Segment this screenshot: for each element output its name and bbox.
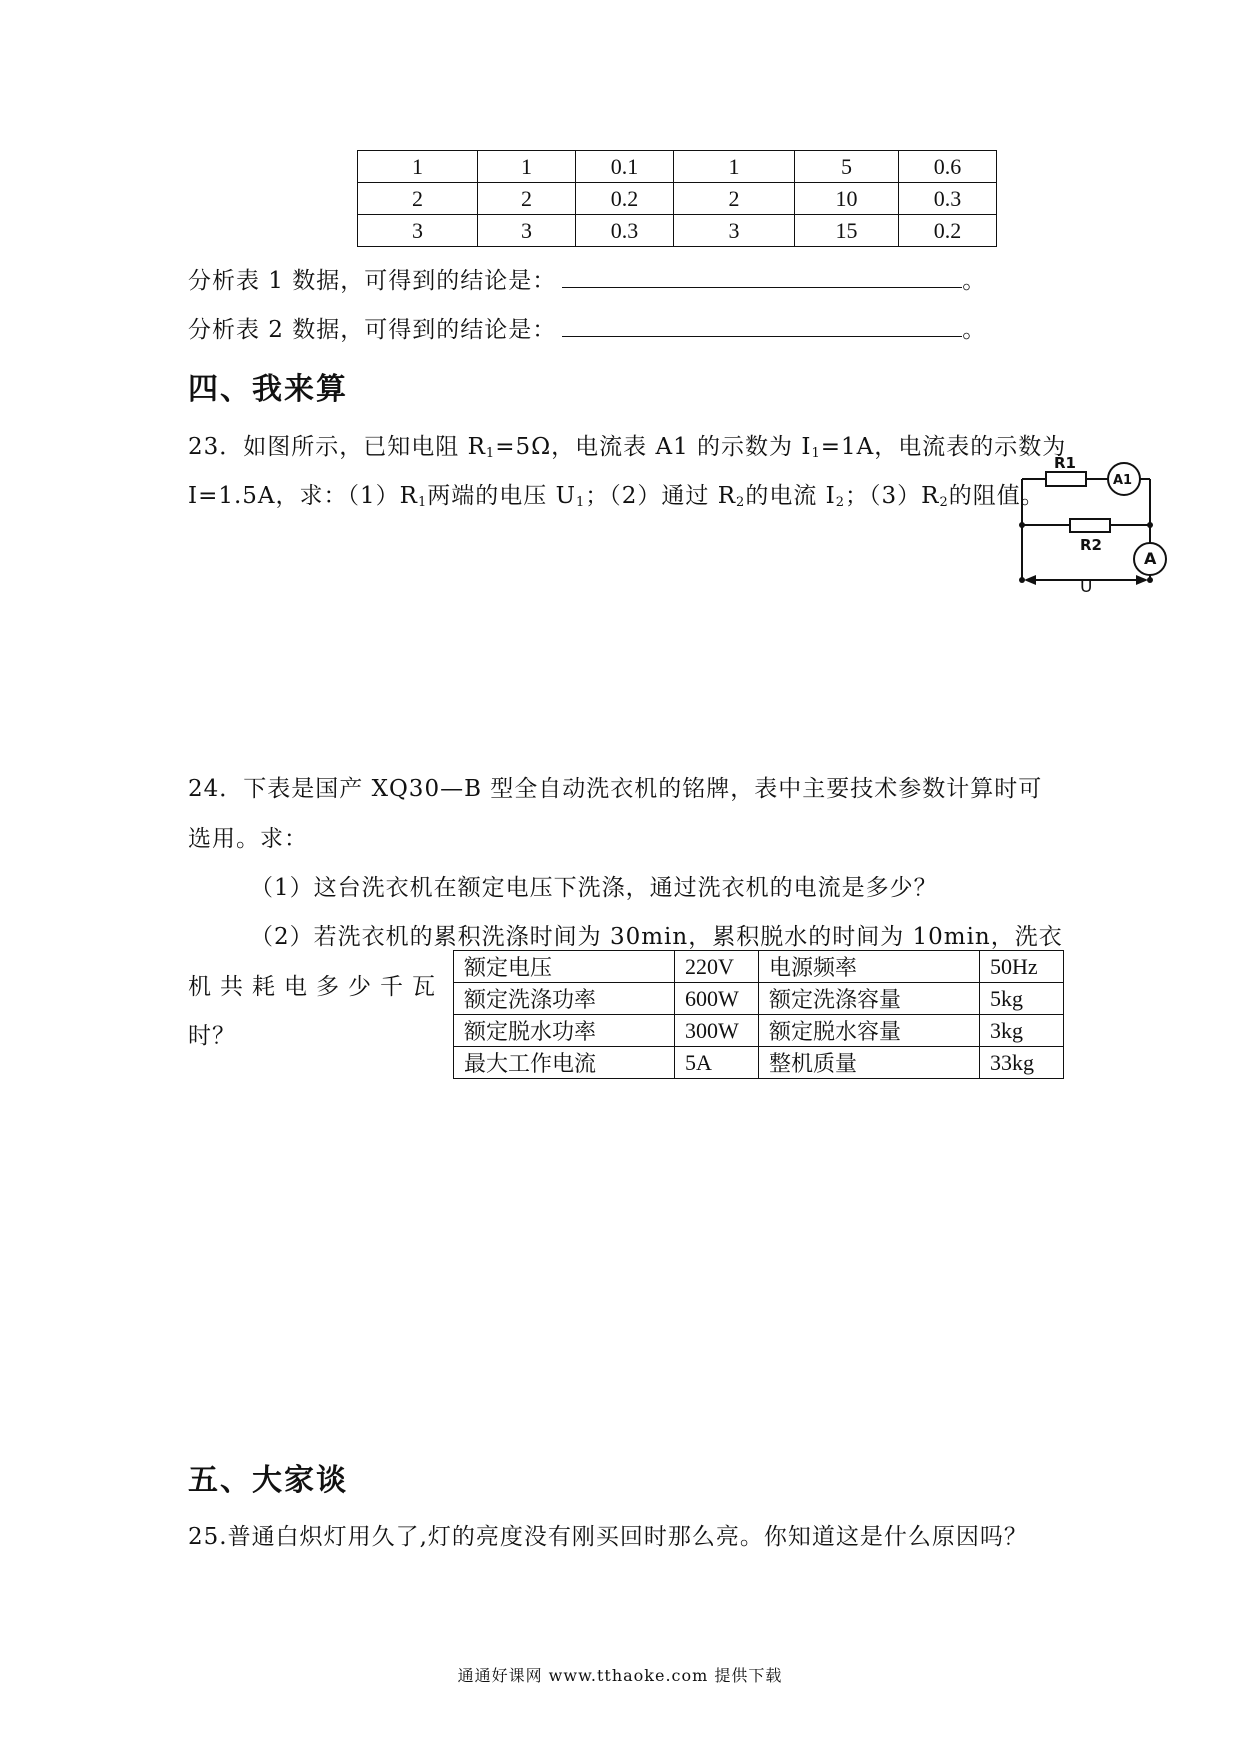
- section-4-title: 四、我来算: [188, 372, 348, 407]
- table-cell: 0.3: [576, 215, 674, 247]
- table-row: [454, 983, 1064, 1015]
- table-cell: 额定脱水容量: [759, 1015, 980, 1047]
- table-cell: 33kg: [980, 1047, 1064, 1079]
- table-row: [454, 1015, 1064, 1047]
- table-cell: 5kg: [980, 983, 1064, 1015]
- table-cell: 1: [674, 151, 795, 183]
- table-cell: 最大工作电流: [454, 1047, 675, 1079]
- table-cell: 3: [478, 215, 576, 247]
- label-a: A: [1144, 549, 1157, 568]
- section-5-title: 五、大家谈: [188, 1463, 348, 1498]
- table-cell: 额定洗涤功率: [454, 983, 675, 1015]
- resistor-r1: [1046, 472, 1086, 486]
- table-cell: 1: [358, 151, 478, 183]
- table-row: [454, 951, 1064, 983]
- table-cell: 2: [674, 183, 795, 215]
- conclusion-1: 分析表 1 数据，可得到的结论是： 。: [188, 268, 987, 294]
- table-cell: 3: [674, 215, 795, 247]
- table-row: [358, 183, 997, 215]
- table-cell: 5: [795, 151, 899, 183]
- table-cell: 整机质量: [759, 1047, 980, 1079]
- conclusion-2: 分析表 2 数据，可得到的结论是： 。: [188, 317, 987, 343]
- table-cell: 220V: [675, 951, 759, 983]
- circuit-diagram: [1010, 455, 1180, 600]
- table-cell: 300W: [675, 1015, 759, 1047]
- q23-line1: 23．如图所示，已知电阻 $R_1=5\Omega$，电流表 A1 的示数为 $I_1=1A$，电流表的示数为: [188, 434, 1067, 461]
- label-r1: R1: [1054, 455, 1076, 472]
- table-cell: 600W: [675, 983, 759, 1015]
- table-cell: 1: [478, 151, 576, 183]
- table-cell: 0.2: [899, 215, 997, 247]
- table-cell: 10: [795, 183, 899, 215]
- label-u: U: [1080, 577, 1093, 597]
- table-row: [454, 1047, 1064, 1079]
- label-a1: A1: [1113, 473, 1133, 488]
- arrow-right-icon: [1136, 575, 1148, 585]
- table-cell: 额定脱水功率: [454, 1015, 675, 1047]
- table-row: [358, 151, 997, 183]
- table-cell: 0.1: [576, 151, 674, 183]
- data-table: [357, 150, 997, 247]
- q24-part2: （2）若洗衣机的累积洗涤时间为 30min，累积脱水的时间为 10min，洗衣: [250, 924, 1063, 950]
- table-cell: 2: [358, 183, 478, 215]
- resistor-r2: [1070, 519, 1110, 532]
- q24-line2: 选用。求：: [188, 826, 308, 852]
- answer-blank-1[interactable]: [562, 267, 962, 288]
- table-cell: 15: [795, 215, 899, 247]
- table-cell: 电源频率: [759, 951, 980, 983]
- table-cell: 额定洗涤容量: [759, 983, 980, 1015]
- q24-part2-cont2: 时？: [188, 1023, 236, 1049]
- q25-text: 25.普通白炽灯用久了,灯的亮度没有刚买回时那么亮。你知道这是什么原因吗？: [188, 1524, 1028, 1550]
- table-cell: 2: [478, 183, 576, 215]
- table-cell: 3: [358, 215, 478, 247]
- table-cell: 0.2: [576, 183, 674, 215]
- q23-line2: I=1.5A，求：$(1)R_1$两端的电压 $U_1$；（2）通过 $R_2$的电流 $I_2$；$(3)R_2$的阻值。: [188, 483, 1045, 510]
- junction-right: [1147, 522, 1153, 528]
- answer-blank-2[interactable]: [562, 316, 962, 337]
- junction-left: [1019, 522, 1025, 528]
- label-r2: R2: [1080, 536, 1102, 554]
- table-cell: 5A: [675, 1047, 759, 1079]
- table-cell: 0.3: [899, 183, 997, 215]
- q24-part1: （1）这台洗衣机在额定电压下洗涤，通过洗衣机的电流是多少？: [250, 875, 938, 901]
- table-cell: 50Hz: [980, 951, 1064, 983]
- table-cell: 3kg: [980, 1015, 1064, 1047]
- q24-part2-cont1: 机共耗电多少千瓦: [188, 974, 444, 1000]
- conclusion-2-label: 分析表 2 数据，可得到的结论是：: [188, 317, 557, 343]
- conclusion-1-label: 分析表 1 数据，可得到的结论是：: [188, 268, 557, 294]
- arrow-left-icon: [1024, 575, 1036, 585]
- table-row: [358, 215, 997, 247]
- q24-line1: 24．下表是国产 XQ30—B 型全自动洗衣机的铭牌，表中主要技术参数计算时可: [188, 776, 1043, 802]
- nameplate-table: [453, 950, 1064, 1079]
- table-cell: 额定电压: [454, 951, 675, 983]
- page-footer: 通通好课网 www.tthaoke.com 提供下载: [457, 1666, 783, 1685]
- table-cell: 0.6: [899, 151, 997, 183]
